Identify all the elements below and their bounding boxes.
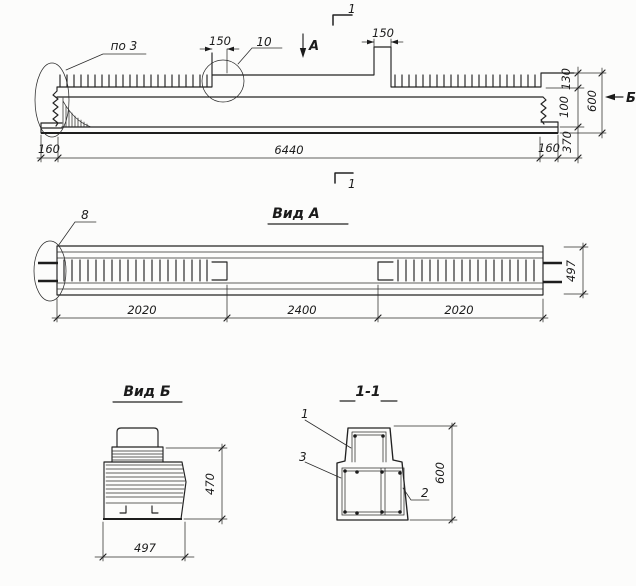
leader-1 [305, 420, 351, 448]
view-a-title: Вид А [272, 206, 320, 222]
leader-8 [58, 222, 96, 246]
detail-ref-8-label: 8 [81, 208, 89, 222]
dim-2020-right-label: 2020 [444, 303, 474, 317]
view-letter-a: А [309, 39, 320, 54]
elevation-view [35, 2, 636, 191]
section-outline [337, 428, 408, 520]
detail-oval-8 [34, 241, 66, 301]
dim-130-label: 130 [559, 68, 573, 90]
leader-10 [238, 48, 282, 64]
section-1-1 [299, 384, 457, 523]
detail-ref-10-label: 10 [256, 35, 272, 49]
view-letter-b: Б [626, 91, 636, 106]
view-a-bars-left [38, 263, 58, 281]
detail-circle-10 [202, 60, 244, 102]
dim-right-slashes [575, 70, 605, 161]
dim-2020-left-label: 2020 [127, 303, 157, 317]
cut-label-top: 1 [348, 2, 356, 16]
view-a-ticks-right [398, 260, 534, 281]
cut-mark-top [333, 15, 352, 25]
view-a-ticks-left [64, 260, 207, 281]
view-b-body-hatch [106, 465, 185, 503]
section-top-stirrup [352, 432, 386, 462]
view-b-bar-hooks [120, 506, 158, 513]
dim-470-label: 470 [203, 473, 217, 495]
rebar-dot [398, 471, 402, 475]
note-detail-label: по 3 [110, 39, 138, 53]
rebar-dot [381, 434, 385, 438]
view-a-bars-right [543, 263, 562, 282]
rebar-dot [380, 470, 384, 474]
leader-3 [305, 462, 341, 478]
dim-497b-label: 497 [134, 541, 156, 555]
dim-600s-label: 600 [433, 462, 447, 484]
ref-2-label: 2 [421, 486, 429, 500]
view-b [95, 384, 227, 561]
beam-outline [41, 47, 574, 133]
ref-3-label: 3 [299, 450, 307, 464]
rebar-dot [398, 510, 402, 514]
view-b-top-block [117, 428, 158, 447]
section-title: 1-1 [355, 384, 381, 400]
detail-oval-left [35, 63, 69, 137]
dim-160-left-label: 160 [38, 142, 60, 156]
section-bottom-stirrups [342, 468, 404, 515]
dim-bottom-lines [37, 135, 582, 162]
dim-6440-label: 6440 [274, 143, 304, 157]
dim-block-arrow-r [391, 40, 398, 45]
dim-497-label: 497 [564, 260, 578, 282]
dim-block-arrow-l [367, 40, 374, 45]
stirrup-ticks-left [60, 75, 207, 87]
stirrup-ticks-right [395, 75, 535, 87]
view-b-arrowhead [605, 94, 615, 100]
dim-600-label: 600 [585, 90, 599, 112]
view-b-collar-hatch [112, 451, 163, 460]
rebar-dot [380, 510, 384, 514]
bearing-wedge-hatch [63, 98, 91, 127]
dim-2400-label: 2400 [287, 303, 317, 317]
rebar-dot [353, 434, 357, 438]
dim-block-label: 150 [372, 26, 394, 40]
ref-1-label: 1 [301, 407, 309, 421]
leader-po3 [66, 54, 146, 70]
rebar-dot [343, 469, 347, 473]
dim-100-label: 100 [557, 96, 571, 118]
dim-160-right-label: 160 [538, 141, 560, 155]
view-a-cage-brackets [212, 262, 393, 280]
view-a-arrowhead [300, 48, 306, 58]
rebar-dot [355, 511, 359, 515]
rebar-dot [343, 510, 347, 514]
rebar-dot [355, 470, 359, 474]
dim-notch-label: 150 [209, 34, 231, 48]
view-b-body [104, 462, 186, 519]
cut-label-bottom: 1 [348, 177, 356, 191]
view-b-title: Вид Б [123, 384, 171, 400]
view-a [34, 206, 588, 322]
dim-370-label: 370 [560, 131, 574, 153]
